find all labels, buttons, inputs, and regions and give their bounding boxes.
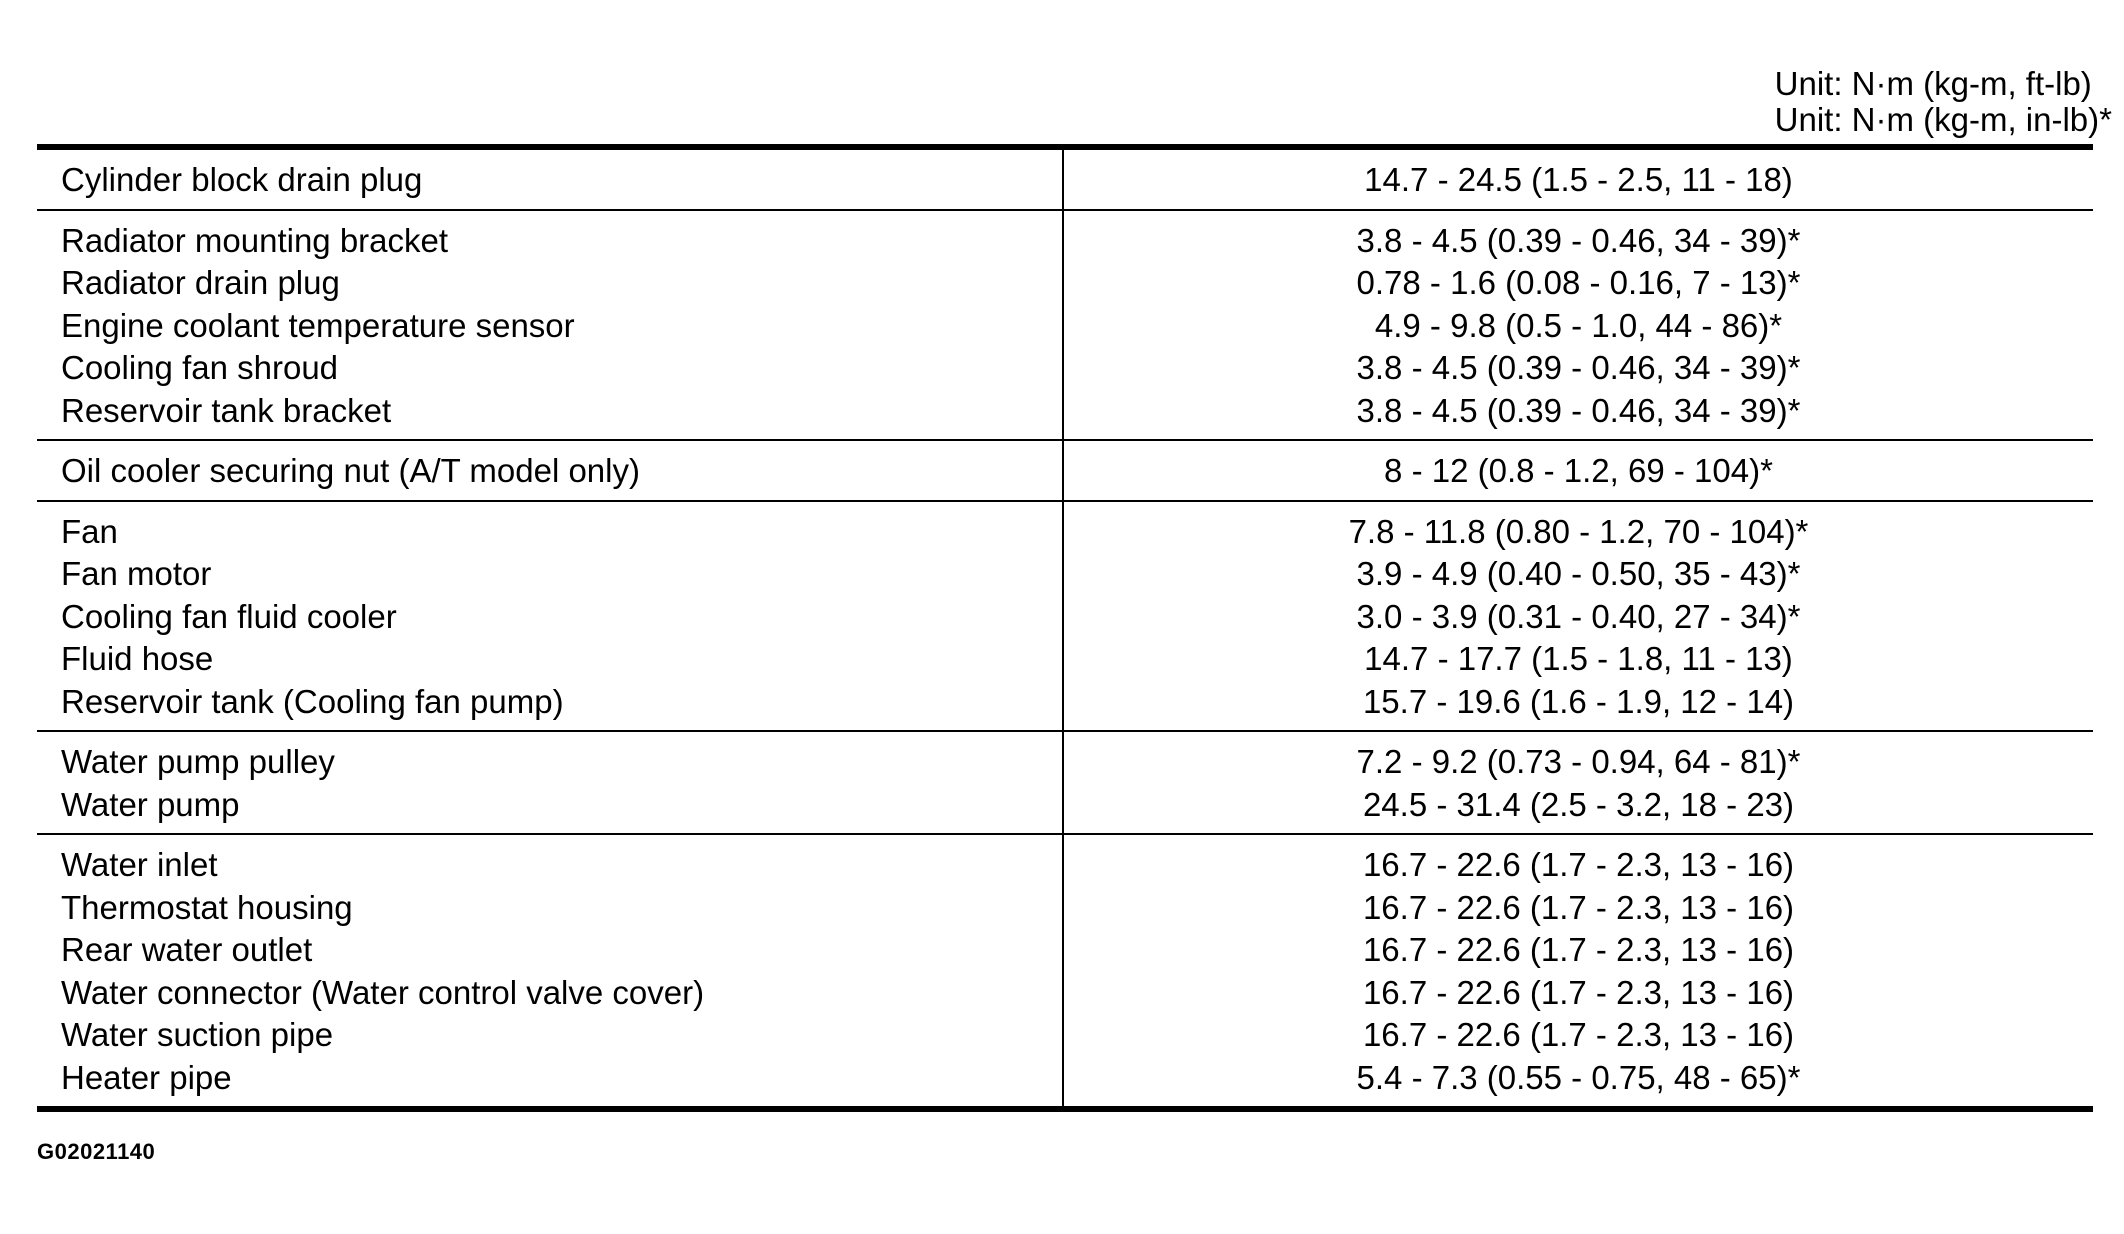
part-column (37, 835, 1064, 1106)
part-name: Heater pipe (61, 1058, 232, 1096)
table-group (37, 730, 2093, 833)
part-name: Reservoir tank bracket (61, 391, 392, 429)
torque-value: 16.7 - 22.6 (1.7 - 2.3, 13 - 16) (1362, 931, 1795, 968)
torque-column (1064, 150, 2093, 209)
part-name: Oil cooler securing nut (A/T model only) (61, 452, 640, 489)
part-name: Water pump pulley (61, 743, 335, 780)
part-name: Cylinder block drain plug (61, 161, 423, 198)
torque-value: 7.2 - 9.2 (0.73 - 0.94, 64 - 81)* (1356, 743, 1801, 780)
part-name: Radiator mounting bracket (61, 221, 449, 259)
part-name: Reservoir tank (Cooling fan pump) (61, 682, 564, 720)
part-name: Cooling fan shroud (61, 349, 339, 386)
torque-value: 16.7 - 22.6 (1.7 - 2.3, 13 - 16) (1362, 888, 1795, 926)
torque-value: 3.8 - 4.5 (0.39 - 0.46, 34 - 39)* (1356, 391, 1801, 429)
torque-value: 16.7 - 22.6 (1.7 - 2.3, 13 - 16) (1362, 973, 1795, 1011)
torque-column (1064, 211, 2093, 440)
part-name: Water suction pipe (61, 1016, 334, 1053)
part-name: Engine coolant temperature sensor (61, 306, 575, 344)
torque-value: 3.8 - 4.5 (0.39 - 0.46, 34 - 39)* (1356, 221, 1801, 259)
torque-spec-table (37, 144, 2093, 1112)
part-column (37, 211, 1064, 440)
part-column (37, 441, 1064, 500)
part-name: Cooling fan fluid cooler (61, 597, 397, 635)
part-name: Water pump (61, 785, 240, 823)
figure-id: G02021140 (37, 1139, 156, 1164)
part-name: Radiator drain plug (61, 264, 340, 301)
torque-value: 15.7 - 19.6 (1.6 - 1.9, 12 - 14) (1362, 682, 1795, 720)
table-group (37, 500, 2093, 731)
part-name: Water inlet (61, 846, 218, 883)
part-name: Rear water outlet (61, 931, 313, 968)
torque-column (1064, 732, 2093, 833)
torque-value: 3.0 - 3.9 (0.31 - 0.40, 27 - 34)* (1356, 597, 1801, 635)
part-name: Fluid hose (61, 640, 214, 677)
torque-value: 16.7 - 22.6 (1.7 - 2.3, 13 - 16) (1362, 1016, 1795, 1053)
part-column (37, 502, 1064, 731)
table-group (37, 439, 2093, 500)
table-group (37, 150, 2093, 209)
torque-value: 3.9 - 4.9 (0.40 - 0.50, 35 - 43)* (1356, 555, 1801, 592)
torque-value: 8 - 12 (0.8 - 1.2, 69 - 104)* (1384, 452, 1773, 489)
unit-ft-lb: Unit: N·m (kg-m, ft-lb) (1774, 65, 2092, 102)
torque-value: 3.8 - 4.5 (0.39 - 0.46, 34 - 39)* (1356, 349, 1801, 386)
part-name: Water connector (Water control valve cover) (61, 973, 705, 1011)
torque-value: 16.7 - 22.6 (1.7 - 2.3, 13 - 16) (1362, 846, 1795, 883)
torque-value: 7.8 - 11.8 (0.80 - 1.2, 70 - 104)* (1348, 512, 1809, 550)
torque-value: 4.9 - 9.8 (0.5 - 1.0, 44 - 86)* (1374, 306, 1783, 344)
torque-value: 5.4 - 7.3 (0.55 - 0.75, 48 - 65)* (1356, 1058, 1801, 1096)
torque-value: 14.7 - 17.7 (1.5 - 1.8, 11 - 13) (1364, 640, 1793, 677)
part-column (37, 150, 1064, 209)
unit-in-lb: Unit: N·m (kg-m, in-lb)* (1774, 101, 2112, 138)
torque-column (1064, 835, 2093, 1106)
torque-value: 24.5 - 31.4 (2.5 - 3.2, 18 - 23) (1362, 785, 1795, 823)
part-name: Fan motor (61, 555, 212, 592)
part-name: Thermostat housing (61, 888, 353, 926)
table-group (37, 833, 2093, 1106)
torque-column (1064, 502, 2093, 731)
torque-column (1064, 441, 2093, 500)
part-name: Fan (61, 512, 118, 550)
part-column (37, 732, 1064, 833)
torque-value: 14.7 - 24.5 (1.5 - 2.5, 11 - 18) (1364, 161, 1793, 198)
table-group (37, 209, 2093, 440)
torque-value: 0.78 - 1.6 (0.08 - 0.16, 7 - 13)* (1356, 264, 1801, 301)
unit-legend (1775, 66, 2112, 138)
